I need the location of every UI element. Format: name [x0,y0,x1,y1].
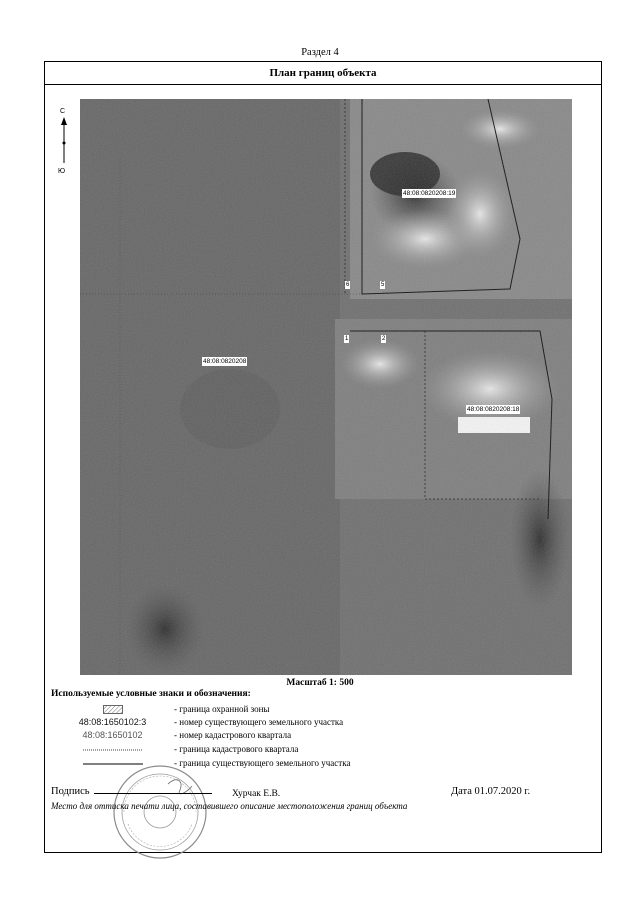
point-label: 2 [382,336,386,342]
stamp-place-note: Место для оттиска печати лица, составившего описание местоположения границ объекта [51,801,408,811]
parcel-label: 48:08:0820208 [203,358,247,365]
scale-label: Масштаб 1: 500 [286,678,354,688]
document-date: Дата 01.07.2020 г. [451,786,531,797]
seal-stamp [110,762,210,862]
legend-description: - номер кадастрового квартала [174,730,292,740]
parcel-label: 48:08:0820208:18 [467,406,520,413]
arrow-icon [56,117,72,167]
north-arrow [56,108,72,178]
signature-underline [94,793,212,794]
point-label: 5 [381,282,385,288]
legend-symbol-text: 48:08:1650102:3 [78,717,147,727]
legend-description: - граница существующего земельного участка [174,758,351,768]
legend-description: - граница охранной зоны [174,704,270,714]
point-label: 6 [346,282,350,288]
legend-symbol-text: 48:08:1650102 [82,730,143,740]
plan-title: План границ объекта [44,61,602,85]
legend-heading: Используемые условные знаки и обозначения: [51,689,251,699]
dotted-line-icon [50,743,175,755]
aerial-map [80,99,572,675]
section-title: Раздел 4 [301,47,339,58]
parcel-label: 48:08:0820208:19 [403,190,456,197]
signature-row [51,786,212,797]
legend-description: - граница кадастрового квартала [174,744,299,754]
legend-description: - номер существующего земельного участка [174,717,344,727]
compass-north-label: С [60,108,66,115]
point-label: 1 [345,336,349,342]
signature-label: Подпись [51,786,90,797]
signer-name: Хурчак Е.В. [232,789,281,799]
compass-south-label: Ю [58,168,66,175]
hatched-box-icon [50,703,175,715]
